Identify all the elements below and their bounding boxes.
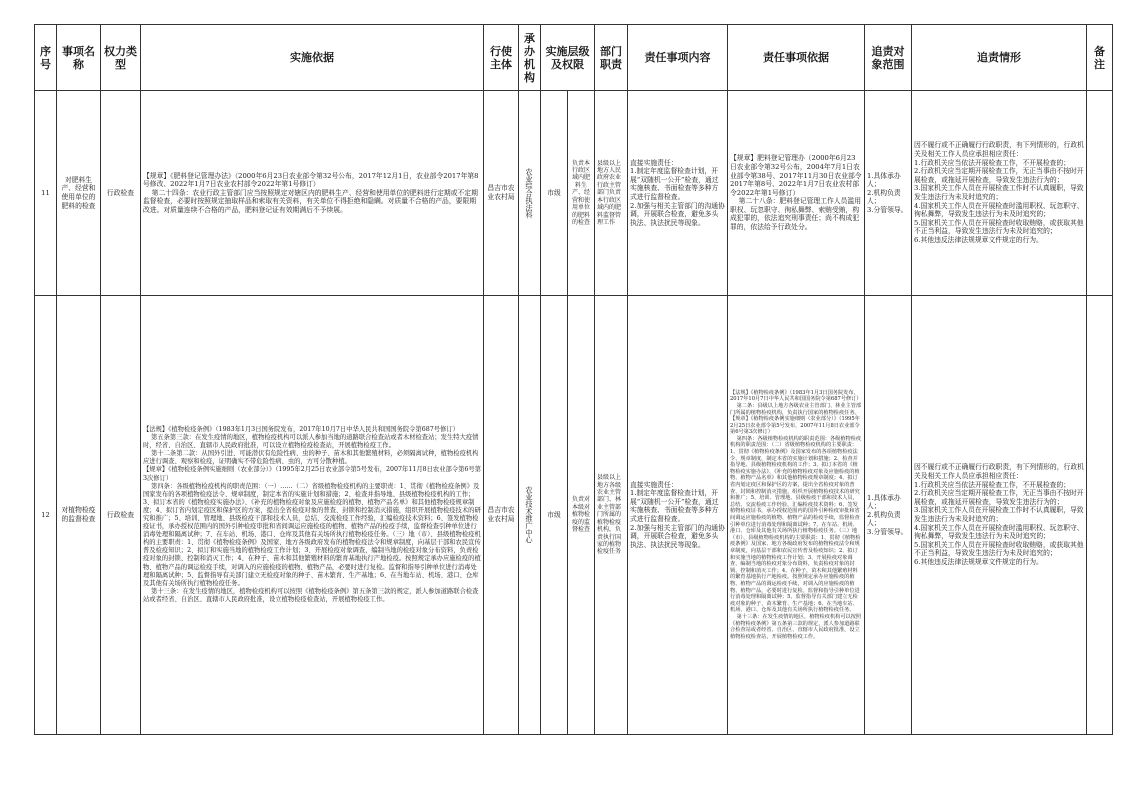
row-resp-basis (728, 296, 865, 735)
header-remark: 备注 (1087, 25, 1113, 91)
row-seq: 11 (35, 91, 57, 296)
resp-content-text: 直接实施责任： 1.制定年度监督检查计划，开展“双随机一公开”检查，通过实施核查、书面检查等多种方式进行监督检查。 2.加强与相关主管部门的沟通协调，开展联合检查，避免多头执法、执法扰民等现象。 (630, 480, 725, 549)
row-department-duty: 负责本行政区域内肥料生产、经营和使用单位的肥料的检查 (568, 91, 595, 296)
row-extra-duty: 县级以上地方人民政府农业行政主管部门负责本行政区域内的肥料监督管理工作 (595, 91, 628, 296)
table-row (35, 91, 1113, 296)
acc-cases-text: 因不履行或不正确履行行政职责，有下列情形的，行政机关及相关工作人员应承担相应责任： 1.行政机关应当依法开展检查工作，不开展检查的； 2.行政机关应当定期开展检查工作，无正当事由不按时开展检查，或拖延开展检查，导致发生违法行为的； 3.国家机关工作人员在开展检查工作时不认真履职，导致发生违法行为未及时追究的； 4.国家机关工作人员在开展检查时滥用职权、玩忽职守、徇私舞弊，导致发生违法行为未及时追究的； 5.国家机关工作人员在开展检查时收取贿赂，或获取其他不正当利益，导致发生违法行为未及时追究的； 6.其他违反法律法规规章文件规定的行为。 (914, 463, 1084, 566)
row-basis (141, 296, 484, 735)
row-level: 市级 (541, 296, 568, 735)
row-acc-cases (912, 91, 1087, 296)
header-resp-basis: 责任事项依据 (728, 25, 865, 91)
row-undertaking (519, 91, 541, 296)
row-item: 对肥料生产、经营和使用单位的肥料的检查 (57, 91, 101, 296)
row-undertaking (519, 296, 541, 735)
row-basis (141, 91, 484, 296)
header-level: 实施层级及权限 (541, 25, 595, 91)
row-resp-content (628, 296, 728, 735)
basis-text: 【法规】《植物检疫条例》（1983年1月3日国务院发布，2017年10月7日中华人民共和国国务院令第687号修订） 第五条第三款：在发生疫情的地区，植物检疫机构可以派人参加当地的道路联合检查站或者木材检查站；发生特大疫情时，经省、自治区、直辖市人民政府批准，可以设立植物检疫检查站，开展植物检疫工作。 第十二条第二款：从国外引进、可能潜伏有危险性病、虫的种子、苗木和其他繁殖材料，必须隔离试种，植物检疫机构应进行调查、观察和检疫，证明确实不带危险性病、虫的，方可分散种植。 【规章】《植物检疫条例实施细则（农业部分）》（1995年2月25日农业部令第5号发布，2007年11月8日农业部令第6号第3次修订） 第四条：各级植物检疫机构的职责范围：（一）……（二）省级植物检疫机构的主要职责：1、贯彻《植物检疫条例》及国家发布的各项植物检疫法令、规章制度，制定本省的实施计划和措施；2、检查并指导地、县级植物检疫机构的工作；3、拟订本省的《植物检疫实施办法》、《补充的植物检疫对象及应施检疫的植物、植物产品名单》和其他植物检疫规章制度；4、拟订省内划定疫区和保护区的方案，提出全省检疫对象的普查、封锁和控制消灭措施，组织开展植物检疫技术的研究和推广；5、培训、管理地、县级检疫干部和技术人员，总结、交流检疫工作经验，汇编检疫技术资料；6、签发植物检疫证书，承办授权范围内的国外引种检疫审批和省间调运应施检疫的植物、植物产品的检疫手续，监督检查引种单位进行消毒处理和隔离试种；7、在车站、机场、港口、仓库及其他有关场所执行植物检疫任务。（三）地（市）、县级植物检疫机构的主要职责：1、贯彻《植物检疫条例》及国家、地方各级政府发布的植物检疫法令和规章制度，向基层干部和农民宣传普及检疫知识；2、拟订和实施当地的植物检疫工作计划；3、开展检疫对象调查，编制当地的检疫对象分布资料，负责检疫对象的封锁、控制和消灭工作；4、在种子、苗木和其他繁殖材料的繁育基地执行产地检疫。按照规定承办应施检疫的植物、植物产品的调运检疫手续，对调入的应施检疫的植物、植物产品，必要时进行复检。监督和指导引种单位进行消毒处理和隔离试种；5、监督指导有关部门建立无检疫对象的种子、苗木繁育、生产基地；6、在当地车站、机场、港口、仓库及其他有关场所执行植物检疫任务。 第十三条：在发生疫情的地区，植物检疫机构可以按照《植物检疫条例》第五条第三款的规定，派人参加道路联合检查站或者经省、自治区、直辖市人民政府批准，设立植物检疫检查站，开展植物检疫工作。 (143, 425, 482, 603)
acc-scope-text: 1.具体承办人； 2.机构负责人； 3.分管领导。 (867, 171, 908, 214)
undertaking-text: 农业技术推广中心 (525, 486, 534, 544)
header-basis: 实施依据 (141, 25, 484, 91)
header-item: 事项名称 (57, 25, 101, 91)
row-acc-scope (865, 296, 912, 735)
row-item: 对植物检疫的监督检查 (57, 296, 101, 735)
acc-scope-text: 1.具体承办人； 2.机构负责人； 3.分管领导。 (867, 493, 908, 536)
header-row (35, 25, 1113, 91)
row-subject: 昌吉市农业农村局 (484, 91, 519, 296)
table-row (35, 296, 1113, 735)
row-extra-duty: 县级以上地方各级农业主管部门、林业主管部门所属的植物检疫机构，负责执行国家的植物检疫任务 (595, 296, 628, 735)
row-power-type: 行政检查 (101, 91, 141, 296)
header-acc-cases: 追责情形 (912, 25, 1087, 91)
row-acc-cases (912, 296, 1087, 735)
row-remark (1087, 91, 1113, 296)
header-acc-scope: 追责对象范围 (865, 25, 912, 91)
row-department-duty: 负责对本级对植物检疫的监督检查 (568, 296, 595, 735)
undertaking-text: 农业综合执法科 (525, 167, 534, 219)
row-resp-basis (728, 91, 865, 296)
row-remark (1087, 296, 1113, 735)
header-department-duty: 部门职责 (595, 25, 628, 91)
row-seq: 12 (35, 296, 57, 735)
basis-text: 【规章】《肥料登记管理办法》（2000年6月23日农业部令第32号公布，2017年12月1日，农业部令2017年第8号修改、2022年1月7日农业农村部令2022年第1号修订） 第二十四条：农业行政主管部门应当按照规定对辖区内的肥料生产、经营和使用单位的肥料进行定期或不定期监督检查，必要时按照规定抽取样品和索取有关资料，有关单位不得拒绝和隐瞒。对质量不合格的产品，要限期改进。对质量连续不合格的产品，肥料登记证有效期满后不予续展。 (143, 171, 479, 214)
resp-basis-text: 【规章】肥料登记管理办（2000年6月23日农业部令第32号公布，2004年7月1日农业部令第38号、2017年11月30日农业部令2017年第8号、2022年1月7日农业农村部令2022年第1号修订） 第二十八条：肥料登记管理工作人员滥用职权、玩忽职守、徇私舞弊、索贿受贿，构成犯罪的，依法追究刑事责任；尚不构成犯罪的，依法给予行政处分。 (730, 154, 862, 232)
header-subject: 行使主体 (484, 25, 519, 91)
resp-content-text: 直接实施责任： 1.制定年度监督检查计划，开展“双随机一公开”检查，通过实施核查、书面检查等多种方式进行监督检查。 2.加强与相关主管部门的沟通协调，开展联合检查，避免多头执法、执法扰民等现象。 (630, 158, 725, 227)
row-resp-content (628, 91, 728, 296)
header-seq: 序号 (35, 25, 57, 91)
header-undertaking: 承办机构 (519, 25, 541, 91)
resp-basis-text: 【法规】《植物检疫条例》（1983年1月3日国务院发布，2017年10月7日中华人民共和国国务院令第687号修订） 第二条：县级以上地方各级农业主管部门、林业主管部门所属的植物检疫机构，负责执行国家的植物检疫任务。 【规章】《植物检疫条例实施细则（农业部分）》（1995年2月25日农业部令第5号发布，2007年11月8日农业部令第6号第3次修订） 第四条：各级植物检疫机构的职责范围：各级植物检疫机构的职责范围：（二）省级植物检疫机构的主要职责：1、贯彻《植物检疫条例》及国家发布的各项植物检疫法令、规章制度，制定本省的实施计划和措施；2、检查并指导地、县级植物检疫机构的工作；3、拟订本省的《植物检疫实施办法》、《补充的植物检疫对象及应施检疫的植物、植物产品名单》和其他植物检疫规章制度；4、拟订省内划定疫区和保护区的方案，提出全省检疫对象的普查、封锁和控制消灭措施，组织开展植物检疫技术的研究和推广；5、培训、管理地、县级检疫干部和技术人员，总结、交流检疫工作经验，汇编检疫技术资料；6、签发植物检疫证书，承办授权范围内的国外引种检疫审批和省间调运应施检疫的植物、植物产品的检疫手续，监督检查引种单位进行消毒处理和隔离试种；7、在车站、机场、港口、仓库及其他有关场所执行植物检疫任务。（三）地（市）、县级植物检疫机构的主要职责：1、贯彻《植物检疫条例》及国家、地方各级政府发布的植物检疫法令和规章制度，向基层干部和农民宣传普及检疫知识；2、拟订和实施当地的植物检疫工作计划；3、开展检疫对象调查，编制当地的检疫对象分布资料，负责检疫对象的封锁、控制和消灭工作；4、在种子、苗木和其他繁殖材料的繁育基地执行产地检疫。按照规定承办应施检疫的植物、植物产品的调运检疫手续，对调入的应施检疫的植物、植物产品，必要时进行复检。监督和指导引种单位进行消毒处理和隔离试种；5、监督指导有关部门建立无检疫对象的种子、苗木繁育、生产基地；6、在当地车站、机场、港口、仓库及其他有关场所执行植物检疫任务。 第十三条：在发生疫情的地区，植物检疫机构可以按照《植物检疫条例》第五条第三款的规定，派人参加道路联合检查站或者经省、自治区、直辖市人民政府批准，设立植物检疫检查站，开展植物检疫工作。 (730, 389, 862, 640)
power-list-table (34, 24, 1113, 735)
row-power-type: 行政检查 (101, 296, 141, 735)
row-level: 市级 (541, 91, 568, 296)
row-acc-scope (865, 91, 912, 296)
header-resp-content: 责任事项内容 (628, 25, 728, 91)
row-subject: 昌吉市农业农村局 (484, 296, 519, 735)
acc-cases-text: 因不履行或不正确履行行政职责，有下列情形的，行政机关及相关工作人员应承担相应责任： 1.行政机关应当依法开展检查工作，不开展检查的； 2.行政机关应当定期开展检查工作，无正当事由不按时开展检查，或拖延开展检查，导致发生违法行为的； 3.国家机关工作人员在开展检查工作时不认真履职，导致发生违法行为未及时追究的； 4.国家机关工作人员在开展检查时滥用职权、玩忽职守、徇私舞弊，导致发生违法行为未及时追究的； 5.国家机关工作人员在开展检查时收取贿赂，或获取其他不正当利益，导致发生违法行为未及时追究的； 6.其他违反法律法规规章文件规定的行为。 (914, 141, 1084, 244)
header-power-type: 权力类型 (101, 25, 141, 91)
